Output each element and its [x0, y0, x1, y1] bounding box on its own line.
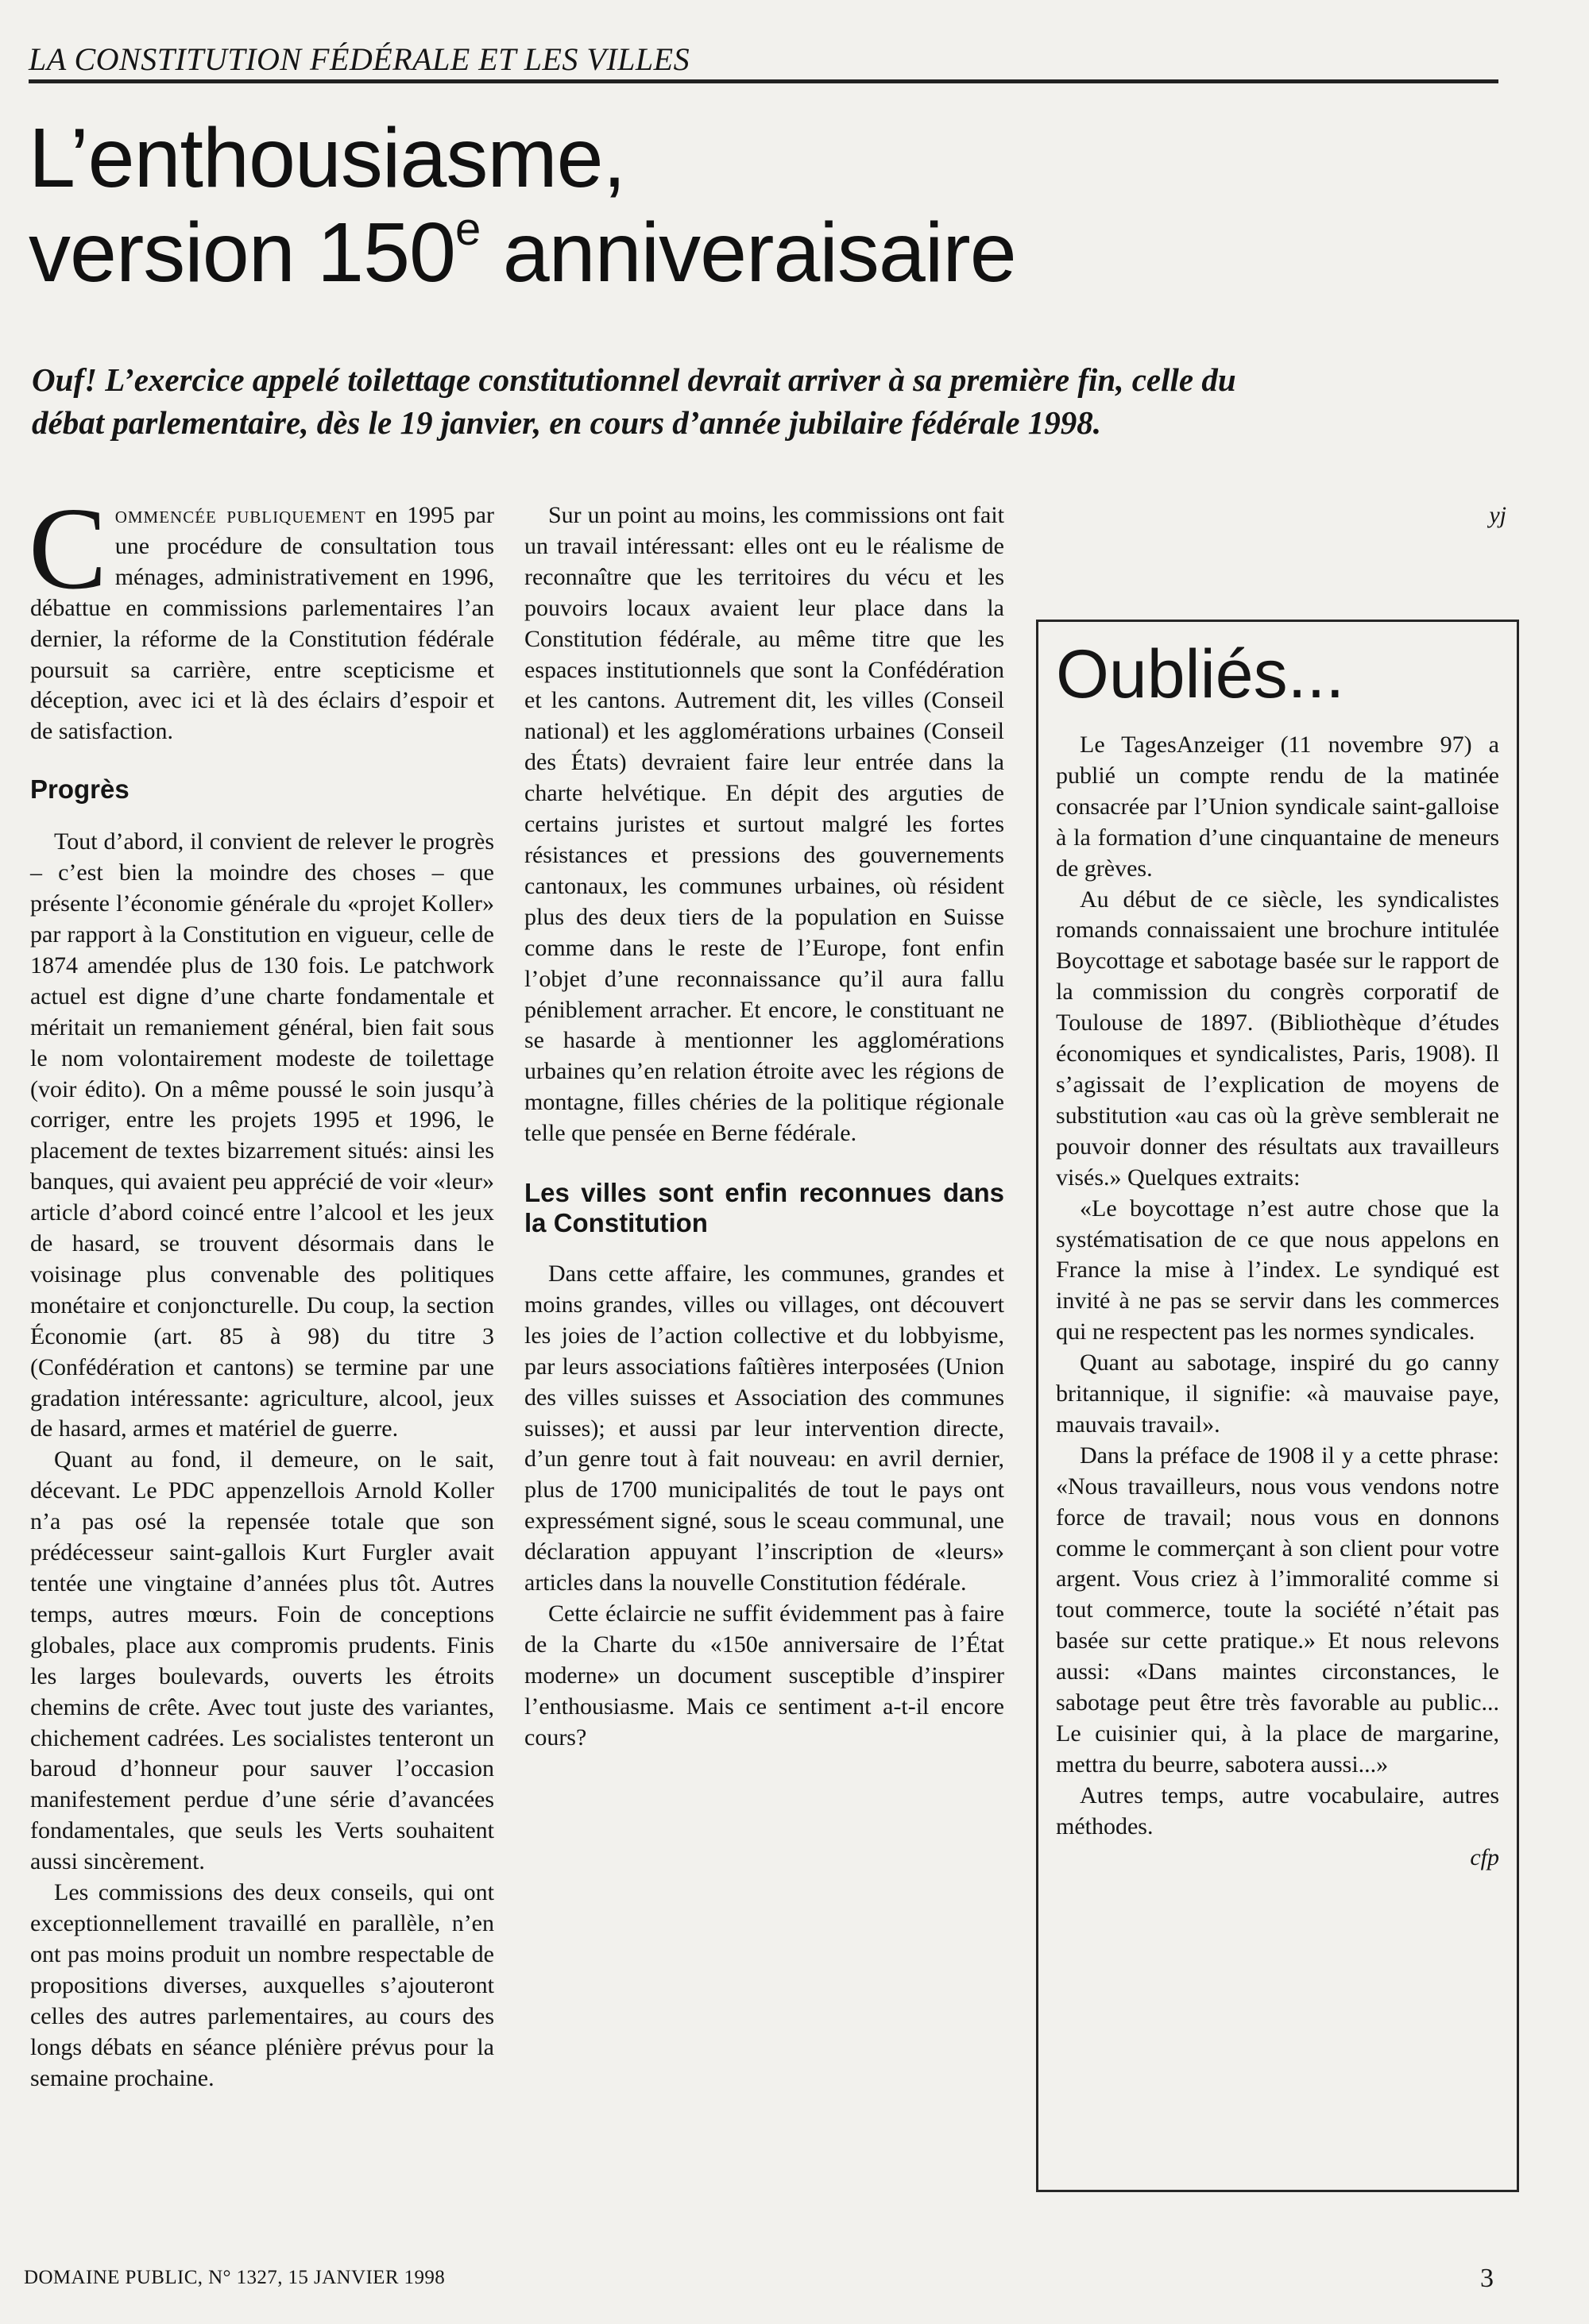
paragraph: Tout d’abord, il convient de relever le progrès – c’est bien la moindre des choses – que présente l’économie générale du «projet Koller» par rapport à la Constitution en vigueur, celle de 1874 amendée plus de 130 fois. Le patchwork actuel est digne d’une charte fondamentale et méritait un remaniement général, bien fait sous le nom volontairement modeste de toilettage (voir édito). On a même poussé le soin jusqu’à corriger, entre les projets 1995 et 1996, le placement de textes bizarrement situés: ainsi les banques, qui avaient peu apprécié de voir «leur» article d’abord coincé entre l’alcool et les jeux de hasard, se trouvent désormais dans le voisinage plus convenable des politiques monétaire et conjoncturelle. Du coup, la section Économie (art. 85 à 98) du titre 3 (Confédération et cantons) se termine par une gradation intéressante: agriculture, alcool, jeux de hasard, armes et matériel de guerre.	[30, 828, 494, 1442]
article-column-3	[1031, 500, 1506, 531]
article-lead: Ouf! L’exercice appelé toilettage constitutionnel devrait arriver à sa première fin, celle du débat parlementaire, dès le 19 janvier, en cours d’année jubilaire fédérale 1998.	[32, 361, 1236, 441]
paragraph: Cette éclaircie ne suffit évidemment pas à faire de la Charte du «150e anniversaire de l’État moderne» un document susceptible d’inspirer l’enthousiasme. Mais ce sentiment a-t-il encore cours?	[524, 1600, 1004, 1751]
sidebar-signature: cfp	[1470, 1843, 1499, 1870]
article-column-2	[524, 500, 1004, 1754]
section-rubric: LA CONSTITUTION FÉDÉRALE ET LES VILLES	[29, 41, 1498, 83]
drop-cap: C	[29, 484, 107, 614]
subheading-villes: Les villes sont enfin reconnues dans la Constitution	[524, 1178, 1004, 1238]
sidebar-title: Oubliés...	[1056, 636, 1345, 712]
article-column-1	[29, 484, 494, 2094]
title-line-1: L’enthousiasme,	[29, 111, 626, 205]
sidebar-paragraph: Le TagesAnzeiger (11 novembre 97) a publié un compte rendu de la matinée consacrée par l’Union syndicale saint-galloise à la formation d’une cinquantaine de meneurs de grèves.	[1056, 732, 1499, 882]
sidebar-box	[1036, 620, 1519, 2192]
intro-paragraph: Commencée publiquement en 1995 par une procédure de consultation tous ménages, administrativement en 1996, débattue en commissions parlementaires l’an dernier, la réforme de la Constitution fédérale poursuit sa carrière, entre scepticisme et déception, avec ici et là des éclairs d’espoir et de satisfaction.	[29, 484, 494, 745]
subheading-progres: Progrès	[30, 774, 130, 805]
sidebar-paragraph: Au début de ce siècle, les syndicalistes romands connaissaient une brochure intitulée Boycottage et sabotage basée sur le rapport de la commission du congrès corporatif de Toulouse de 1897. (Bibliothèque d’études économiques et syndicalistes, Paris, 1908). Il s’agissait de l’explication de moyens de substitution «au cas où la grève semblerait ne pouvoir donner des résultats aux travailleurs visés.» Quelques extraits:	[1056, 886, 1499, 1191]
paragraph: Sur un point au moins, les commissions ont fait un travail intéressant: elles ont eu le réalisme de reconnaître que les territoires du vécu et les pouvoirs locaux avaient leur place dans la Constitution fédérale, au même titre que les espaces institutionnels que sont la Confédération et les cantons. Autrement dit, les villes (Conseil national) et les agglomérations urbaines (Conseil des États) devraient faire leur entrée dans la charte helvétique. En dépit des arguties de certains juristes et surtout malgré les fortes résistances et pressions des gouvernements cantonaux, les communes urbaines, où résident plus des deux tiers de la population en Suisse comme dans le reste de l’Europe, font enfin l’objet d’une reconnaissance qu’il aura fallu péniblement arracher. Et encore, le constituant ne se hasarde à mentionner les agglomérations urbaines qu’en relation étroite avec les régions de montagne, filles chéries de la politique régionale telle que pensée en Berne fédérale.	[524, 502, 1004, 1147]
article-title	[29, 111, 1498, 299]
paragraph: Quant au fond, il demeure, on le sait, décevant. Le PDC appenzellois Arnold Koller n’a pas osé la repensée totale que son prédécesseur saint-gallois Kurt Furgler avait tentée une vingtaine d’années plus tôt. Autres temps, autres mœurs. Foin de conceptions globales, place aux compromis prudents. Finis les larges boulevards, ouverts les étroits chemins de crête. Avec tout juste des variantes, chichement cadrées. Les socialistes tenteront un baroud d’honneur pour sauver l’occasion manifestement perdue d’une série d’avancées fondamentales, que seuls les Verts souhaitent aussi sincèrement.	[30, 1446, 494, 1875]
sidebar-paragraph: Quant au sabotage, inspiré du go canny britannique, il signifie: «à mauvaise paye, mauvais travail».	[1056, 1349, 1499, 1438]
footer-publication: DOMAINE PUBLIC, N° 1327, 15 JANVIER 1998	[24, 2267, 446, 2288]
article-signature: yj	[1489, 502, 1506, 528]
page-number: 3	[1480, 2264, 1494, 2293]
sidebar-paragraph: Autres temps, autre vocabulaire, autres méthodes.	[1056, 1782, 1499, 1840]
paragraph: Les commissions des deux conseils, qui ont exceptionnellement travaillé en parallèle, n’en ont pas moins produit un nombre respectable de propositions diverses, auxquelles s’ajouteront celles des autres parlementaires, au cours des longs débats en séance plénière prévus pour la semaine prochaine.	[30, 1879, 494, 2091]
sidebar-paragraph: «Le boycottage n’est autre chose que la systématisation de ce que nous appelons en France la mise à l’index. Le syndiqué est invité à ne pas se servir dans les commerces qui ne respectent pas les normes syndicales.	[1056, 1195, 1499, 1345]
title-line-2: version 150e anniveraisaire	[29, 203, 1016, 299]
paragraph: Dans cette affaire, les communes, grandes et moins grandes, villes ou villages, ont découvert les joies de l’action collective et du lobbyisme, par leurs associations faîtières interposées (Union des villes suisses et Association des communes suisses); et aussi par leur intervention directe, d’un genre tout à fait nouveau: en avril dernier, plus de 1700 municipalités de tout le pays ont expressément signé, sous le sceau communal, une déclaration appuyant l’inscription de «leurs» articles dans la nouvelle Constitution fédérale.	[524, 1260, 1004, 1596]
sidebar-paragraph: Dans la préface de 1908 il y a cette phrase: «Nous travailleurs, nous vous vendons notre force de travail; nous vous en donnons comme le commerçant à son client pour votre argent. Vous criez à l’immoralité comme si tout commerce, toute la société n’était pas basée sur cette pratique.» Et nous relevons aussi: «Dans maintes circonstances, le sabotage peut être très favorable au public... Le cuisinier qui, à la place de margarine, mettra du beurre, sabotera aussi...»	[1056, 1442, 1499, 1778]
